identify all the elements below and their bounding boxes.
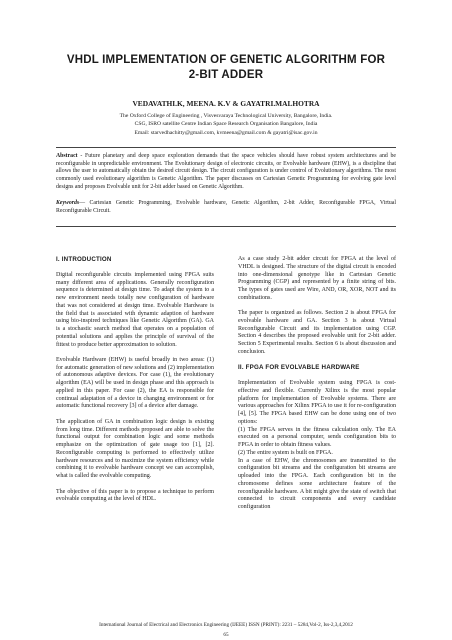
keywords-label: Keywords <box>56 200 80 206</box>
right-column <box>238 256 396 520</box>
paragraph: As a case study 2-bit adder circuit for FPGA at the level of VHDL is designed. The structure of the digital circuit is encoded into one-dimensional genotype like in Cartesian Genetic Programming (CGP) and represented by a finite string of bits. The types of gates used are Wire, AND, OR, XOR, NOT and its combinations. <box>238 256 396 301</box>
page-number: 65 <box>223 632 229 638</box>
abstract-text: - Future planetary and deep space exploration demands that the space vehicles should have robust system architectures and be reconfigurable in unpredictable environment. The Evolutionary design of electronic circuits, or Evolvable hardware (EHW), is a discipline that allows the user to automatically obtain the desired circuit design. The circuit configuration is under control of Evolutionary algorithms. The most commonly used evolutionary algorithm is Genetic Algorithm. The paper discusses on Cartesian Genetic Programming for evolving gate level designs and proposes Evolvable unit for 2-bit adder based on Genetic Algorithm. <box>56 153 396 190</box>
affiliations <box>40 112 412 137</box>
list-item: (1) The FPGA serves in the fitness calculation only. The EA executed on a personal computer, sends configuration bits to FPGA in order to obtain fitness values. <box>238 426 396 449</box>
paragraph: The objective of this paper is to propose a technique to perform evolvable computing at the level of HDL. <box>56 488 214 503</box>
affiliation-1: The Oxford College of Engineering , Visvesvaraya Technological University, Bangalore, India. <box>119 113 333 119</box>
section-heading-fpga: II. FPGA FOR EVOLVABLE HARDWARE <box>238 364 360 372</box>
title-line-1: VHDL IMPLEMENTATION OF GENETIC ALGORITHM FOR <box>66 54 386 66</box>
section-heading-introduction: I. INTRODUCTION <box>56 256 112 263</box>
paper-title <box>40 53 412 83</box>
author-emails: Email: starvedhachitty@gmail.com, kvmeena@gmail.com & gayatri@isac.gov.in <box>134 129 318 136</box>
options-list <box>238 427 396 458</box>
abstract-label: Abstract <box>56 153 78 159</box>
keywords-text: — Cartesian Genetic Programming, Evolvable hardware, Genetic Algorithm, 2-bit Adder, Reconfigurable FPGA, Virtual Reconfigurable Circuit. <box>56 200 396 214</box>
paragraph: Digital reconfigurable circuits implemented using FPGA suits many different area of applications. Generally reconfiguration sequence is determined at design time. To adapt the system to a new environment needs totally new configuration of hardware that was not considered at design time. Evolvable Hardware is the field that is associated with dynamic adaption of hardware using bio-inspired techniques like Genetic Algorithm (GA). GA is a stochastic search method that operates on a population of potential solutions and applies the principle of survival of the fittest to produce better approximation to solution. <box>56 271 214 348</box>
keywords <box>56 200 396 215</box>
paragraph: Evolvable Hardware (EHW) is useful broadly in two areas: (1) for automatic generation of new solutions and (2) implementation of autonomous adaptive devices. For case (1), the evolutionary algorithm (EA) will be used in design phase and this approach is applied in this paper. For case (2), the EA is responsible for continual adaptation of a device in changing environment or for automatic functional recovery [3] of a device after damage. <box>56 356 214 410</box>
paragraph: Implementation of Evolvable system using FPGA is cost-effective and flexible. Currently Xilinx is the most popular platform for implementation of Evolvable systems. There are various approaches for Xilinx FPGA to use it for re-configuration [4], [5]. The FPGA based EHW can be done using one of two options: <box>238 380 396 425</box>
list-item: (2) The entire system is built on FPGA. <box>238 449 333 456</box>
paragraph: The application of GA in combination logic design is existing from long time. Different methods proposed are able to solve the functional output for combination logic and some methods emphasize on the optimization of gate usage too [1], [2]. Reconfigurable computing is performed to effectively utilize hardware resources and to maximize the system efficiency while combining it to evolvable hardware concept we can accomplish, what is called the evolvable computing. <box>56 418 214 480</box>
paragraph: In a case of EHW, the chromosomes are transmitted to the configuration bit streams and the configuration bit streams are uploaded into the FPGA. Each configuration bit in the chromosome defines some architecture feature of the reconfigurable hardware. A bit might give the state of switch that connected to circuit components and every candidate configuration <box>238 457 396 511</box>
title-line-2: 2-BIT ADDER <box>188 69 264 81</box>
affiliation-2: CSG, ISRO satellite Centre Indian Space Research Organisation Bangalore, India <box>134 121 318 128</box>
paragraph: The paper is organized as follows. Section 2 is about FPGA for evolvable hardware and GA. Section 3 is about Virtual Reconfigurable Circuit and its implementation using CGP. Section 4 describes the proposed evolvable unit for 2-bit adder. Section 5 Experimental results. Section 6 is about discussion and conclusion. <box>238 310 396 355</box>
journal-footer: International Journal of Electrical and Electronics Engineering (IJEEE) ISSN (PRINT): 2231 – 5284,Vol-2, Iss-2,3,4,2012 <box>99 622 353 628</box>
abstract <box>56 153 396 192</box>
author-list: VEDAVATHI.K, MEENA. K.V & GAYATRI.MALHOTRA <box>132 99 320 108</box>
bottom-divider <box>56 226 396 227</box>
top-divider <box>56 147 396 148</box>
left-column <box>56 256 214 512</box>
